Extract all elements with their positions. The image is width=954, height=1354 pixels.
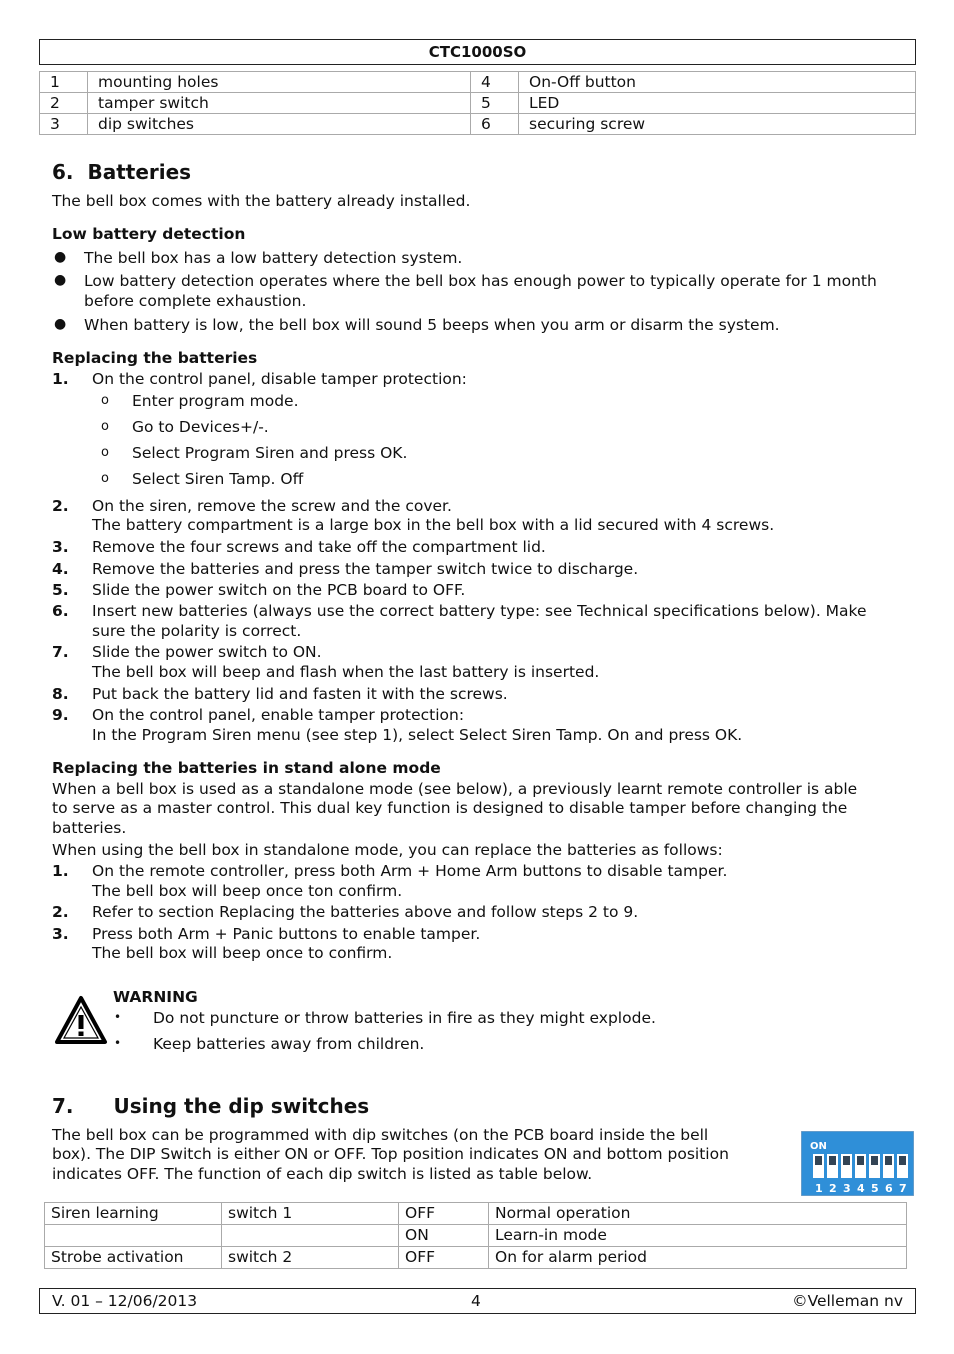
- step-number: 1.: [52, 862, 69, 880]
- table-cell: Learn-in mode: [489, 1225, 907, 1247]
- list-item: When battery is low, the bell box will sound 5 beeps when you arm or disarm the system.: [84, 316, 780, 334]
- table-cell: Normal operation: [489, 1203, 907, 1225]
- sub-bullet-icon: o: [101, 445, 109, 460]
- step-text: The bell box will beep and flash when the last battery is inserted.: [92, 663, 600, 681]
- step-number: 1.: [52, 370, 69, 388]
- model-name: CTC1000SO: [428, 43, 527, 61]
- warning-item: Do not puncture or throw batteries in fire as they might explode.: [153, 1009, 656, 1027]
- section-6-intro: The bell box comes with the battery already installed.: [52, 192, 471, 210]
- step-number: 4.: [52, 560, 69, 578]
- table-cell: 1: [40, 72, 88, 93]
- table-cell: [45, 1225, 222, 1247]
- list-item-continuation: before complete exhaustion.: [84, 292, 307, 310]
- paragraph-line: box). The DIP Switch is either ON or OFF. Top position indicates ON and bottom position: [52, 1145, 729, 1163]
- step-text: In the Program Siren menu (see step 1), select Select Siren Tamp. On and press OK.: [92, 726, 743, 744]
- bullet-icon: ●: [54, 249, 67, 265]
- table-cell: dip switches: [88, 114, 471, 135]
- step-text: On the remote controller, press both Arm + Home Arm buttons to disable tamper.: [92, 862, 728, 880]
- dip-number: 3: [843, 1182, 851, 1195]
- bullet-icon: ●: [54, 272, 67, 288]
- sub-step: Select Siren Tamp. Off: [132, 470, 304, 488]
- copyright: ©Velleman nv: [792, 1292, 903, 1310]
- step-text: sure the polarity is correct.: [92, 622, 302, 640]
- step-number: 5.: [52, 581, 69, 599]
- dip-switches: [813, 1154, 908, 1178]
- sub-step: Go to Devices+/-.: [132, 418, 269, 436]
- table-cell: 4: [471, 72, 519, 93]
- dip-switch-table: [44, 1202, 907, 1269]
- section-6-heading: [52, 160, 191, 184]
- dip-number: 2: [829, 1182, 837, 1195]
- step-text: Remove the batteries and press the tamper switch twice to discharge.: [92, 560, 639, 578]
- step-number: 8.: [52, 685, 69, 703]
- step-number: 3.: [52, 925, 69, 943]
- paragraph-line: indicates OFF. The function of each dip switch is listed as table below.: [52, 1165, 593, 1183]
- sub-step: Select Program Siren and press OK.: [132, 444, 408, 462]
- version-date: V. 01 – 12/06/2013: [52, 1292, 198, 1310]
- table-cell: Siren learning: [45, 1203, 222, 1225]
- step-text: The battery compartment is a large box in the bell box with a lid secured with 4 screws.: [92, 516, 775, 534]
- warning-triangle-icon: [54, 995, 108, 1045]
- step-text: Slide the power switch on the PCB board to OFF.: [92, 581, 466, 599]
- table-row: [45, 1225, 907, 1247]
- list-item: The bell box has a low battery detection system.: [84, 249, 463, 267]
- table-row: [45, 1203, 907, 1225]
- step-text: On the siren, remove the screw and the cover.: [92, 497, 452, 515]
- warning-item: Keep batteries away from children.: [153, 1035, 425, 1053]
- dip-number: 7: [899, 1182, 907, 1195]
- parts-table: [39, 71, 916, 135]
- sub-bullet-icon: o: [101, 471, 109, 486]
- step-text: Slide the power switch to ON.: [92, 643, 322, 661]
- table-cell: 2: [40, 93, 88, 114]
- sub-bullet-icon: o: [101, 393, 109, 408]
- step-text: Press both Arm + Panic buttons to enable tamper.: [92, 925, 481, 943]
- paragraph-line: When a bell box is used as a standalone mode (see below), a previously learnt remote controller is able: [52, 780, 858, 798]
- table-cell: OFF: [399, 1247, 489, 1269]
- step-number: 2.: [52, 497, 69, 515]
- paragraph-line: batteries.: [52, 819, 127, 837]
- table-cell: Strobe activation: [45, 1247, 222, 1269]
- sub-step: Enter program mode.: [132, 392, 299, 410]
- section-number: 7.: [52, 1094, 74, 1118]
- section-title: Using the dip switches: [113, 1094, 370, 1118]
- section-7-heading: [52, 1094, 369, 1118]
- bullet-icon: ●: [54, 316, 67, 332]
- dip-number: 6: [885, 1182, 893, 1195]
- step-number: 3.: [52, 538, 69, 556]
- step-text: The bell box will beep once ton confirm.: [92, 882, 403, 900]
- table-cell: [222, 1225, 399, 1247]
- step-number: 7.: [52, 643, 69, 661]
- table-cell: mounting holes: [88, 72, 471, 93]
- step-number: 6.: [52, 602, 69, 620]
- page-number: 4: [471, 1292, 481, 1310]
- step-text: On the control panel, disable tamper protection:: [92, 370, 467, 388]
- table-cell: switch 1: [222, 1203, 399, 1225]
- table-cell: OFF: [399, 1203, 489, 1225]
- table-row: [40, 93, 916, 114]
- step-text: Refer to section Replacing the batteries above and follow steps 2 to 9.: [92, 903, 639, 921]
- step-text: Insert new batteries (always use the correct battery type: see Technical specifications below). Make: [92, 602, 867, 620]
- document-footer: [39, 1288, 916, 1314]
- table-cell: 5: [471, 93, 519, 114]
- table-cell: On-Off button: [519, 72, 916, 93]
- step-text: On the control panel, enable tamper protection:: [92, 706, 465, 724]
- dip-number: 4: [857, 1182, 865, 1195]
- step-text: Put back the battery lid and fasten it with the screws.: [92, 685, 508, 703]
- step-number: 9.: [52, 706, 69, 724]
- table-row: [40, 72, 916, 93]
- paragraph-line: When using the bell box in standalone mode, you can replace the batteries as follows:: [52, 841, 723, 859]
- bullet-icon: •: [114, 1036, 122, 1050]
- table-row: [45, 1247, 907, 1269]
- low-battery-heading: Low battery detection: [52, 225, 246, 243]
- table-row: [40, 114, 916, 135]
- table-cell: switch 2: [222, 1247, 399, 1269]
- dip-number: 1: [815, 1182, 823, 1195]
- section-number: 6.: [52, 160, 74, 184]
- table-cell: 6: [471, 114, 519, 135]
- step-text: Remove the four screws and take off the compartment lid.: [92, 538, 546, 556]
- table-cell: tamper switch: [88, 93, 471, 114]
- step-text: The bell box will beep once to confirm.: [92, 944, 393, 962]
- table-cell: 3: [40, 114, 88, 135]
- sub-bullet-icon: o: [101, 419, 109, 434]
- warning-title: WARNING: [113, 988, 198, 1006]
- dip-switch-image: [801, 1131, 914, 1196]
- replacing-heading: Replacing the batteries: [52, 349, 258, 367]
- section-title: Batteries: [87, 160, 192, 184]
- bullet-icon: •: [114, 1010, 122, 1024]
- standalone-heading: Replacing the batteries in stand alone mode: [52, 759, 441, 777]
- step-number: 2.: [52, 903, 69, 921]
- list-item: Low battery detection operates where the bell box has enough power to typically operate for 1 month: [84, 272, 877, 290]
- table-cell: On for alarm period: [489, 1247, 907, 1269]
- document-header: [39, 39, 916, 65]
- paragraph-line: to serve as a master control. This dual key function is designed to disable tamper before changing the: [52, 799, 848, 817]
- paragraph-line: The bell box can be programmed with dip switches (on the PCB board inside the bell: [52, 1126, 709, 1144]
- dip-on-label: ON: [810, 1141, 827, 1152]
- table-cell: LED: [519, 93, 916, 114]
- table-cell: ON: [399, 1225, 489, 1247]
- dip-number: 5: [871, 1182, 879, 1195]
- table-cell: securing screw: [519, 114, 916, 135]
